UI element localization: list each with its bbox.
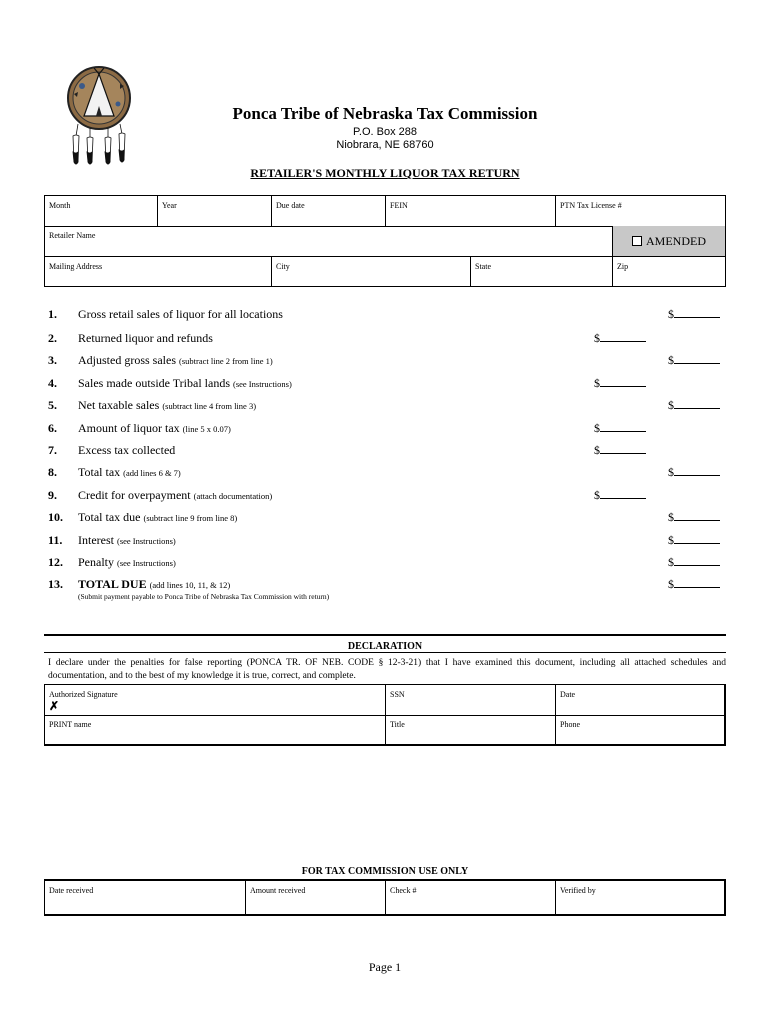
grid-divider xyxy=(385,684,386,746)
line-number: 11. xyxy=(48,533,63,547)
line-number: 7. xyxy=(48,443,57,457)
line-note: (attach documentation) xyxy=(193,491,273,501)
line-amount-field[interactable] xyxy=(594,376,646,391)
line-description xyxy=(78,398,256,413)
verified-by-field[interactable]: Verified by xyxy=(560,886,596,895)
line-note: (subtract line 9 from line 8) xyxy=(143,513,238,523)
line-note: (see Instructions) xyxy=(116,536,176,546)
line-description xyxy=(78,376,292,391)
line-label: Amount of liquor tax xyxy=(78,421,180,435)
amount-blank[interactable] xyxy=(674,556,720,566)
line-label: Excess tax collected xyxy=(78,443,176,457)
city-field[interactable]: City xyxy=(276,262,290,271)
dollar-sign: $ xyxy=(594,488,600,502)
retailer-name-field[interactable]: Retailer Name xyxy=(49,231,96,240)
line-amount-field[interactable] xyxy=(668,533,720,548)
line-number: 13. xyxy=(48,577,63,591)
line-label: TOTAL DUE xyxy=(78,577,147,591)
amount-blank[interactable] xyxy=(600,332,646,342)
line-description xyxy=(78,488,272,503)
dollar-sign: $ xyxy=(668,510,674,524)
amount-blank[interactable] xyxy=(600,489,646,499)
amended-label: AMENDED xyxy=(646,233,706,248)
line-amount-field[interactable] xyxy=(668,398,720,413)
date-received-field[interactable]: Date received xyxy=(49,886,94,895)
state-field[interactable]: State xyxy=(475,262,491,271)
line-amount-field[interactable] xyxy=(594,331,646,346)
grid-divider xyxy=(555,879,556,916)
line-number: 8. xyxy=(48,465,57,479)
line-label: Credit for overpayment xyxy=(78,488,191,502)
line-amount-field[interactable] xyxy=(668,465,720,480)
submit-payment-note: (Submit payment payable to Ponca Tribe of Nebraska Tax Commission with return) xyxy=(78,592,330,601)
line-number: 5. xyxy=(48,398,57,412)
grid-divider xyxy=(44,256,726,257)
checkbox-icon[interactable] xyxy=(632,236,642,246)
line-amount-field[interactable] xyxy=(668,307,720,322)
line-amount-field[interactable] xyxy=(594,488,646,503)
line-note: (subtract line 2 from line 1) xyxy=(179,356,273,366)
declaration-title: DECLARATION xyxy=(347,641,423,652)
amount-blank[interactable] xyxy=(600,444,646,454)
line-amount-field[interactable] xyxy=(668,577,720,592)
line-number: 3. xyxy=(48,353,57,367)
line-label: Interest xyxy=(78,533,114,547)
check-number-field[interactable]: Check # xyxy=(390,886,417,895)
amount-blank[interactable] xyxy=(600,422,646,432)
grid-divider xyxy=(245,879,246,916)
grid-divider xyxy=(555,195,556,226)
line-label: Returned liquor and refunds xyxy=(78,331,213,345)
line-label: Adjusted gross sales xyxy=(78,353,176,367)
line-note: (subtract line 4 from line 3) xyxy=(162,401,257,411)
ssn-field[interactable]: SSN xyxy=(390,690,405,699)
amount-blank[interactable] xyxy=(674,534,720,544)
dollar-sign: $ xyxy=(668,465,674,479)
line-label: Gross retail sales of liquor for all locations xyxy=(78,307,283,321)
line-note: (add lines 10, 11, & 12) xyxy=(149,580,231,590)
line-amount-field[interactable] xyxy=(594,421,646,436)
amount-blank[interactable] xyxy=(674,308,720,318)
title-field[interactable]: Title xyxy=(390,720,405,729)
line-description xyxy=(78,555,176,570)
line-label: Net taxable sales xyxy=(78,398,160,412)
line-amount-field[interactable] xyxy=(668,510,720,525)
form-title: RETAILER'S MONTHLY LIQUOR TAX RETURN xyxy=(250,166,520,180)
line-number: 10. xyxy=(48,510,63,524)
grid-divider xyxy=(385,195,386,226)
address-line-2: Niobrara, NE 68760 xyxy=(336,139,434,151)
line-description xyxy=(78,331,213,346)
fein-field[interactable]: FEIN xyxy=(390,201,408,210)
month-field[interactable]: Month xyxy=(49,201,71,210)
phone-field[interactable]: Phone xyxy=(560,720,580,729)
dollar-sign: $ xyxy=(594,443,600,457)
line-label: Penalty xyxy=(78,555,114,569)
zip-field[interactable]: Zip xyxy=(617,262,629,271)
line-label: Sales made outside Tribal lands xyxy=(78,376,230,390)
amount-blank[interactable] xyxy=(674,578,720,588)
print-name-field[interactable]: PRINT name xyxy=(49,720,92,729)
line-note: (see Instructions) xyxy=(233,379,292,389)
address-line-1: P.O. Box 288 xyxy=(352,126,417,138)
dollar-sign: $ xyxy=(668,577,674,591)
line-label: Total tax xyxy=(78,465,121,479)
line-label: Total tax due xyxy=(78,510,141,524)
line-number: 12. xyxy=(48,555,63,569)
grid-divider xyxy=(555,684,556,746)
signature-x-icon: ✗ xyxy=(49,699,60,713)
organization-title: Ponca Tribe of Nebraska Tax Commission xyxy=(232,104,538,123)
grid-divider xyxy=(612,256,613,287)
grid-divider xyxy=(157,195,158,226)
dollar-sign: $ xyxy=(668,398,674,412)
dollar-sign: $ xyxy=(594,331,600,345)
line-description xyxy=(78,465,181,480)
due-date-field[interactable]: Due date xyxy=(276,201,305,210)
line-number: 1. xyxy=(48,307,57,321)
line-description xyxy=(78,577,230,592)
dollar-sign: $ xyxy=(668,353,674,367)
line-number: 6. xyxy=(48,421,57,435)
grid-divider xyxy=(271,195,272,226)
amount-blank[interactable] xyxy=(600,377,646,387)
mailing-address-field[interactable]: Mailing Address xyxy=(49,262,103,271)
amount-blank[interactable] xyxy=(674,399,720,409)
line-description xyxy=(78,421,231,436)
amount-blank[interactable] xyxy=(674,354,720,364)
line-description xyxy=(78,510,237,525)
dollar-sign: $ xyxy=(594,421,600,435)
grid-divider xyxy=(271,256,272,287)
page-number: Page 1 xyxy=(368,960,402,974)
dollar-sign: $ xyxy=(668,533,674,547)
line-note: (see Instructions) xyxy=(117,558,176,568)
amended-checkbox[interactable] xyxy=(612,226,725,256)
amount-blank[interactable] xyxy=(674,466,720,476)
line-number: 2. xyxy=(48,331,57,345)
line-number: 4. xyxy=(48,376,57,390)
line-description xyxy=(78,443,175,458)
line-note: (line 5 x 0.07) xyxy=(182,424,231,434)
authorized-signature-field[interactable]: Authorized Signature xyxy=(49,690,118,699)
year-field[interactable]: Year xyxy=(162,201,177,210)
line-number: 9. xyxy=(48,488,57,502)
line-amount-field[interactable] xyxy=(594,443,646,458)
grid-divider xyxy=(470,256,471,287)
line-description xyxy=(78,307,283,322)
declaration-text: I declare under the penalties for false reporting (PONCA TR. OF NEB. CODE § 12-3-21) that I have examined this document, including all attached schedules and documentation, and to the best of my knowledge it is true, correct, and complete. xyxy=(48,658,726,681)
tax-commission-use-title: FOR TAX COMMISSION USE ONLY xyxy=(301,866,469,877)
line-amount-field[interactable] xyxy=(668,555,720,570)
line-note: (add lines 6 & 7) xyxy=(123,468,181,478)
grid-divider xyxy=(385,879,386,916)
amount-blank[interactable] xyxy=(674,511,720,521)
date-field[interactable]: Date xyxy=(560,690,576,699)
declaration-rule xyxy=(44,634,726,636)
line-description xyxy=(78,353,273,368)
dollar-sign: $ xyxy=(668,555,674,569)
dollar-sign: $ xyxy=(594,376,600,390)
ptn-license-field[interactable]: PTN Tax License # xyxy=(560,201,622,210)
dollar-sign: $ xyxy=(668,307,674,321)
line-description xyxy=(78,533,176,548)
amount-received-field[interactable]: Amount received xyxy=(250,886,306,895)
line-amount-field[interactable] xyxy=(668,353,720,368)
declaration-rule xyxy=(44,652,726,653)
